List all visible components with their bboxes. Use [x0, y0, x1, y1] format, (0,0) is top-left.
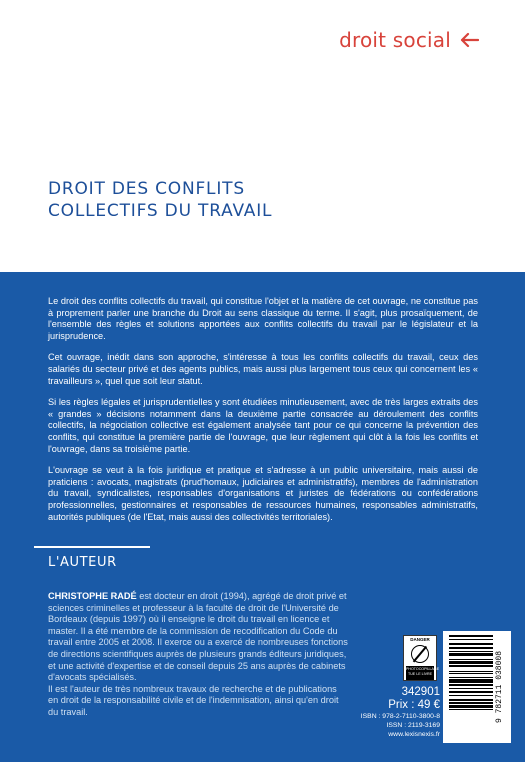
book-title: [48, 178, 272, 222]
section-divider: [34, 546, 150, 548]
left-arrow-icon: [459, 32, 479, 48]
barcode-stripe: [449, 710, 493, 712]
author-bio: [48, 591, 348, 719]
author-name: CHRISTOPHE RADÉ: [48, 591, 137, 601]
danger-label: DANGER: [410, 637, 430, 642]
author-bio-text: est docteur en droit (1994), agrégé de droit privé et sciences criminelles et professeur à la faculté de droit de l'Université de Bordeaux (depuis 1997) où il enseigne le droit du travail en licence et master. Il a été membre de la commission de recodification du Code du travail entre 2005 et 2008. Il exerce ou a exercé de nombreuses fonctions de directions scientifiques auprès de plusieurs grands éditeurs juridiques, et une activité d'expertise et de conseil depuis 25 ans auprès de cabinets d'avocats spécialisés.: [48, 591, 348, 683]
barcode-bars: [449, 635, 493, 739]
book-title-line-1: DROIT DES CONFLITS: [48, 179, 245, 199]
author-heading: L'AUTEUR: [48, 555, 117, 570]
barcode-digits: 9 782711 038008: [495, 651, 504, 724]
danger-photocopy-icon: [403, 635, 440, 681]
product-code: 342901: [401, 686, 440, 698]
barcode: [443, 631, 511, 743]
series-label: [339, 28, 479, 52]
series-text: droit social: [339, 28, 451, 52]
website: www.lexisnexis.fr: [388, 731, 440, 738]
summary-paragraph: Cet ouvrage, inédit dans son approche, s'intéresse à tous les conflits collectifs du travail, ceux des salariés du secteur privé et des agents publics, mais aussi plus largement tous ceux qui concernent les « travailleurs », quel que soit leur statut.: [48, 352, 478, 386]
book-summary: [48, 296, 478, 533]
isbn: ISBN : 978-2-7110-3800-8: [360, 713, 440, 720]
summary-paragraph: Si les règles légales et jurisprudentielles y sont étudiées minutieusement, avec de très larges extraits des « grandes » décisions notamment dans la deuxième partie consacrée au déroulement des conflits collectifs, la négociation collective est également analysée tant pour ce qui concerne la prévention des conflits, qui constitue la première partie de l'ouvrage, que leur règlement qui clôt à la fois les conflits et l'ouvrage, dans sa troisième partie.: [48, 397, 478, 454]
summary-paragraph: Le droit des conflits collectifs du travail, qui constitue l'objet et la matière de cet ouvrage, ne constitue pas à proprement parler une branche du Droit au sens classique du terme. Il s'agit, plus prosaïquement, de l'ensemble des règles et solutions apportées aux conflits collectifs du travail par le législateur et la jurisprudence.: [48, 296, 478, 341]
hand-circle-icon: [411, 645, 429, 663]
danger-small-text: PHOTOCOPILLAGE TUE LE LIVRE: [406, 666, 434, 680]
book-title-line-2: COLLECTIFS DU TRAVAIL: [48, 201, 273, 221]
price-block: [360, 686, 440, 739]
summary-paragraph: L'ouvrage se veut à la fois juridique et pratique et s'adresse à un public universitaire, mais aussi de praticiens : avocats, magistrats (prud'homaux, judiciaires et administratifs), membres de l'administration du travail, syndicalistes, responsables d'organisations et juristes de fédérations ou confédérations professionnelles, gestionnaires et responsables de ressources humaines, responsables administratifs, autorités publiques (de l'Etat, mais aussi des collectivités territoriales).: [48, 465, 478, 522]
issn: ISSN : 2119-3169: [386, 722, 440, 729]
cover-top: [0, 0, 525, 272]
price: Prix : 49 €: [388, 699, 440, 711]
author-bio-text-2: Il est l'auteur de très nombreux travaux de recherche et de publications en droit de la responsabilité civile et de l'indemnisation, ainsi qu'en droit du travail.: [48, 683, 339, 717]
